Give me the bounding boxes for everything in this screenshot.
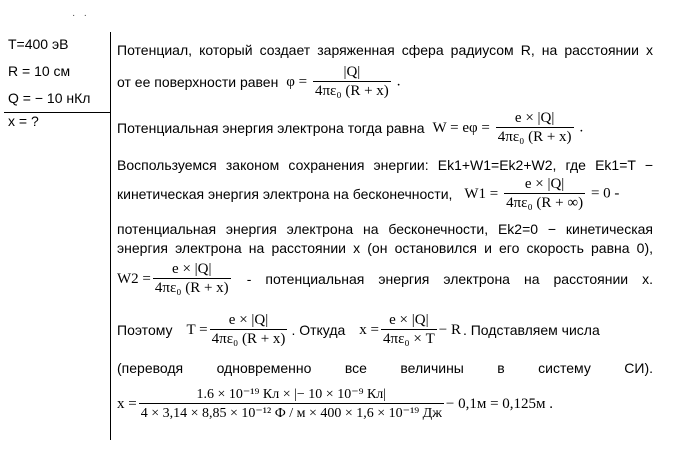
w-fraction [496, 110, 574, 146]
scan-dots: · · [72, 10, 87, 21]
final-rhs: − 0,1м = 0,125м . [445, 395, 554, 412]
given-Q: Q = − 10 нКл [8, 90, 91, 106]
text-p5a: потенциальная энергия электрона на бесконечности, Ek2=0 − кинетическая [117, 221, 653, 237]
phi-denominator: 4πε₀ (R + x) [314, 83, 389, 99]
w2-lhs: W2 = [117, 270, 151, 287]
text-p8 [117, 360, 653, 376]
final-fraction [139, 386, 444, 422]
text-p8-word: одновременно [216, 360, 312, 376]
text-p1b: от ее поверхности равен [117, 74, 279, 90]
w2-formula-line [117, 261, 653, 297]
x-fraction [381, 312, 437, 348]
given-R: R = 10 см [8, 63, 71, 79]
text-p8-word: величины [400, 360, 464, 376]
w1-lhs: W1 = [464, 185, 499, 202]
text-p7a: Поэтому [117, 322, 173, 338]
w2-numerator: e × |Q| [172, 261, 212, 277]
t-denominator: 4πε₀ (R + x) [211, 331, 286, 347]
phi-lhs: φ = [286, 73, 308, 90]
x-minus-R: − R [438, 321, 461, 338]
final-numerator: 1.6 × 10⁻¹⁹ Кл × |− 10 × 10⁻⁹ Кл| [196, 387, 387, 402]
text-p8-word: (переводя [117, 360, 184, 376]
text-p8-word: в [497, 360, 505, 376]
w2-denominator: 4πε₀ (R + x) [154, 280, 229, 296]
x-denominator: 4πε₀ × T [383, 331, 435, 347]
x-numerator: e × |Q| [389, 312, 429, 328]
w1-formula-line [117, 176, 619, 212]
t-numerator: e × |Q| [228, 312, 269, 328]
text-p5b: энергия электрона на расстоянии x (он остановился и его скорость равна 0), [117, 240, 653, 256]
given-vertical-rule [110, 32, 111, 440]
text-p2: Потенциальная энергия электрона тогда равна [117, 120, 425, 136]
w-lhs: W = eφ = [432, 119, 490, 136]
final-lhs: x = [117, 395, 137, 412]
text-p8-word: все [344, 360, 367, 376]
text-p8-word: систему [538, 360, 591, 376]
x-lhs: x = [359, 321, 380, 338]
t-x-formula-line [117, 312, 653, 348]
w-formula-line: Потенциальная энергия электрона тогда равна W = eφ = $\frac{e \times |Q|}{\text{4πε₀ (R + x)}}$ . [117, 110, 584, 145]
final-denominator: 4 × 3,14 × 8,85 × 10⁻¹² Ф / м × 400 × 1,6 × 10⁻¹⁹ Дж [139, 403, 444, 422]
text-p6: - потенциальная энергия электрона на расстоянии x. [246, 271, 653, 287]
phi-fraction [313, 64, 391, 100]
w-numerator: e × |Q| [514, 110, 555, 126]
text-p7b: . Откуда [291, 322, 346, 338]
w-denominator: 4πε₀ (R + x) [497, 129, 572, 145]
final-formula-line [117, 386, 553, 422]
text-p1a: Потенциал, который создает заряженная сфера радиусом R, на расстоянии x [117, 42, 653, 58]
text-p7c: . Подставляем числа [462, 322, 600, 338]
given-T: T=400 эВ [8, 36, 69, 52]
text-p8-word: СИ). [624, 360, 653, 376]
phi-formula-line: от ее поверхности равен φ = $\frac{|Q|}{\text{4πε₀ (R + x)}}$ . [117, 64, 401, 99]
text-p3: Воспользуемся законом сохранения энергии: Ek1+W1=Ek2+W2, где Ek1=T − [117, 157, 653, 173]
text-p4: кинетическая энергия электрона на бесконечности, [117, 186, 453, 202]
given-find: x = ? [8, 113, 39, 129]
w2-fraction [153, 261, 231, 297]
phi-numerator: |Q| [343, 64, 361, 80]
w1-fraction [504, 176, 585, 212]
w1-numerator: e × |Q| [524, 176, 565, 192]
w1-tail: = 0 - [590, 185, 620, 202]
t-fraction [210, 312, 288, 348]
t-lhs: T = [186, 321, 208, 338]
w1-denominator: 4πε₀ (R + ∞) [506, 195, 584, 211]
